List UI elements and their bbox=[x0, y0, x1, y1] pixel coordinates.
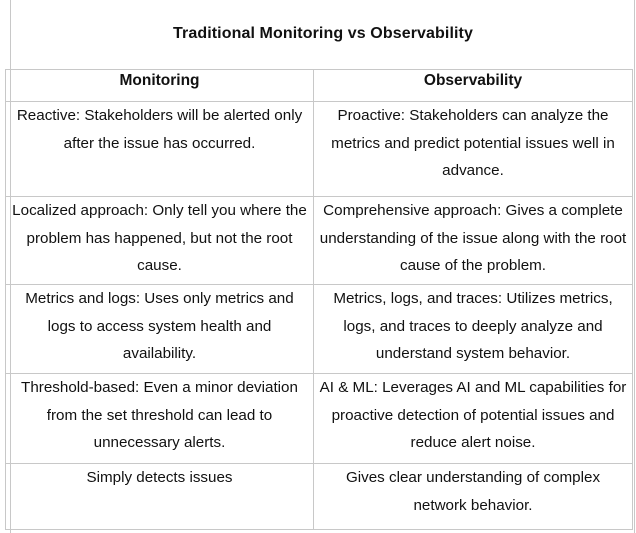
cell-monitoring: Reactive: Stakeholders will be alerted only after the issue has occurred. bbox=[6, 102, 314, 197]
cell-monitoring: Simply detects issues bbox=[6, 464, 314, 530]
cell-observability: Metrics, logs, and traces: Utilizes metrics, logs, and traces to deeply analyze and understand system behavior. bbox=[314, 285, 633, 374]
cell-monitoring: Metrics and logs: Uses only metrics and logs to access system health and availability. bbox=[6, 285, 314, 374]
table-row bbox=[6, 102, 633, 197]
table-row bbox=[6, 464, 633, 530]
cell-observability: AI & ML: Leverages AI and ML capabilities for proactive detection of potential issues and reduce alert noise. bbox=[314, 374, 633, 464]
table-row bbox=[6, 374, 633, 464]
table-header-row bbox=[6, 70, 633, 102]
cell-observability: Proactive: Stakeholders can analyze the metrics and predict potential issues well in advance. bbox=[314, 102, 633, 197]
cell-monitoring: Threshold-based: Even a minor deviation from the set threshold can lead to unnecessary alerts. bbox=[6, 374, 314, 464]
column-header-observability: Observability bbox=[314, 70, 633, 102]
column-header-monitoring: Monitoring bbox=[6, 70, 314, 102]
cell-observability: Gives clear understanding of complex network behavior. bbox=[314, 464, 633, 530]
cell-observability: Comprehensive approach: Gives a complete understanding of the issue along with the root cause of the problem. bbox=[314, 197, 633, 285]
comparison-table bbox=[5, 69, 633, 530]
table-row bbox=[6, 197, 633, 285]
table-title: Traditional Monitoring vs Observability bbox=[173, 25, 473, 42]
table-row bbox=[6, 285, 633, 374]
cell-monitoring: Localized approach: Only tell you where the problem has happened, but not the root cause. bbox=[6, 197, 314, 285]
